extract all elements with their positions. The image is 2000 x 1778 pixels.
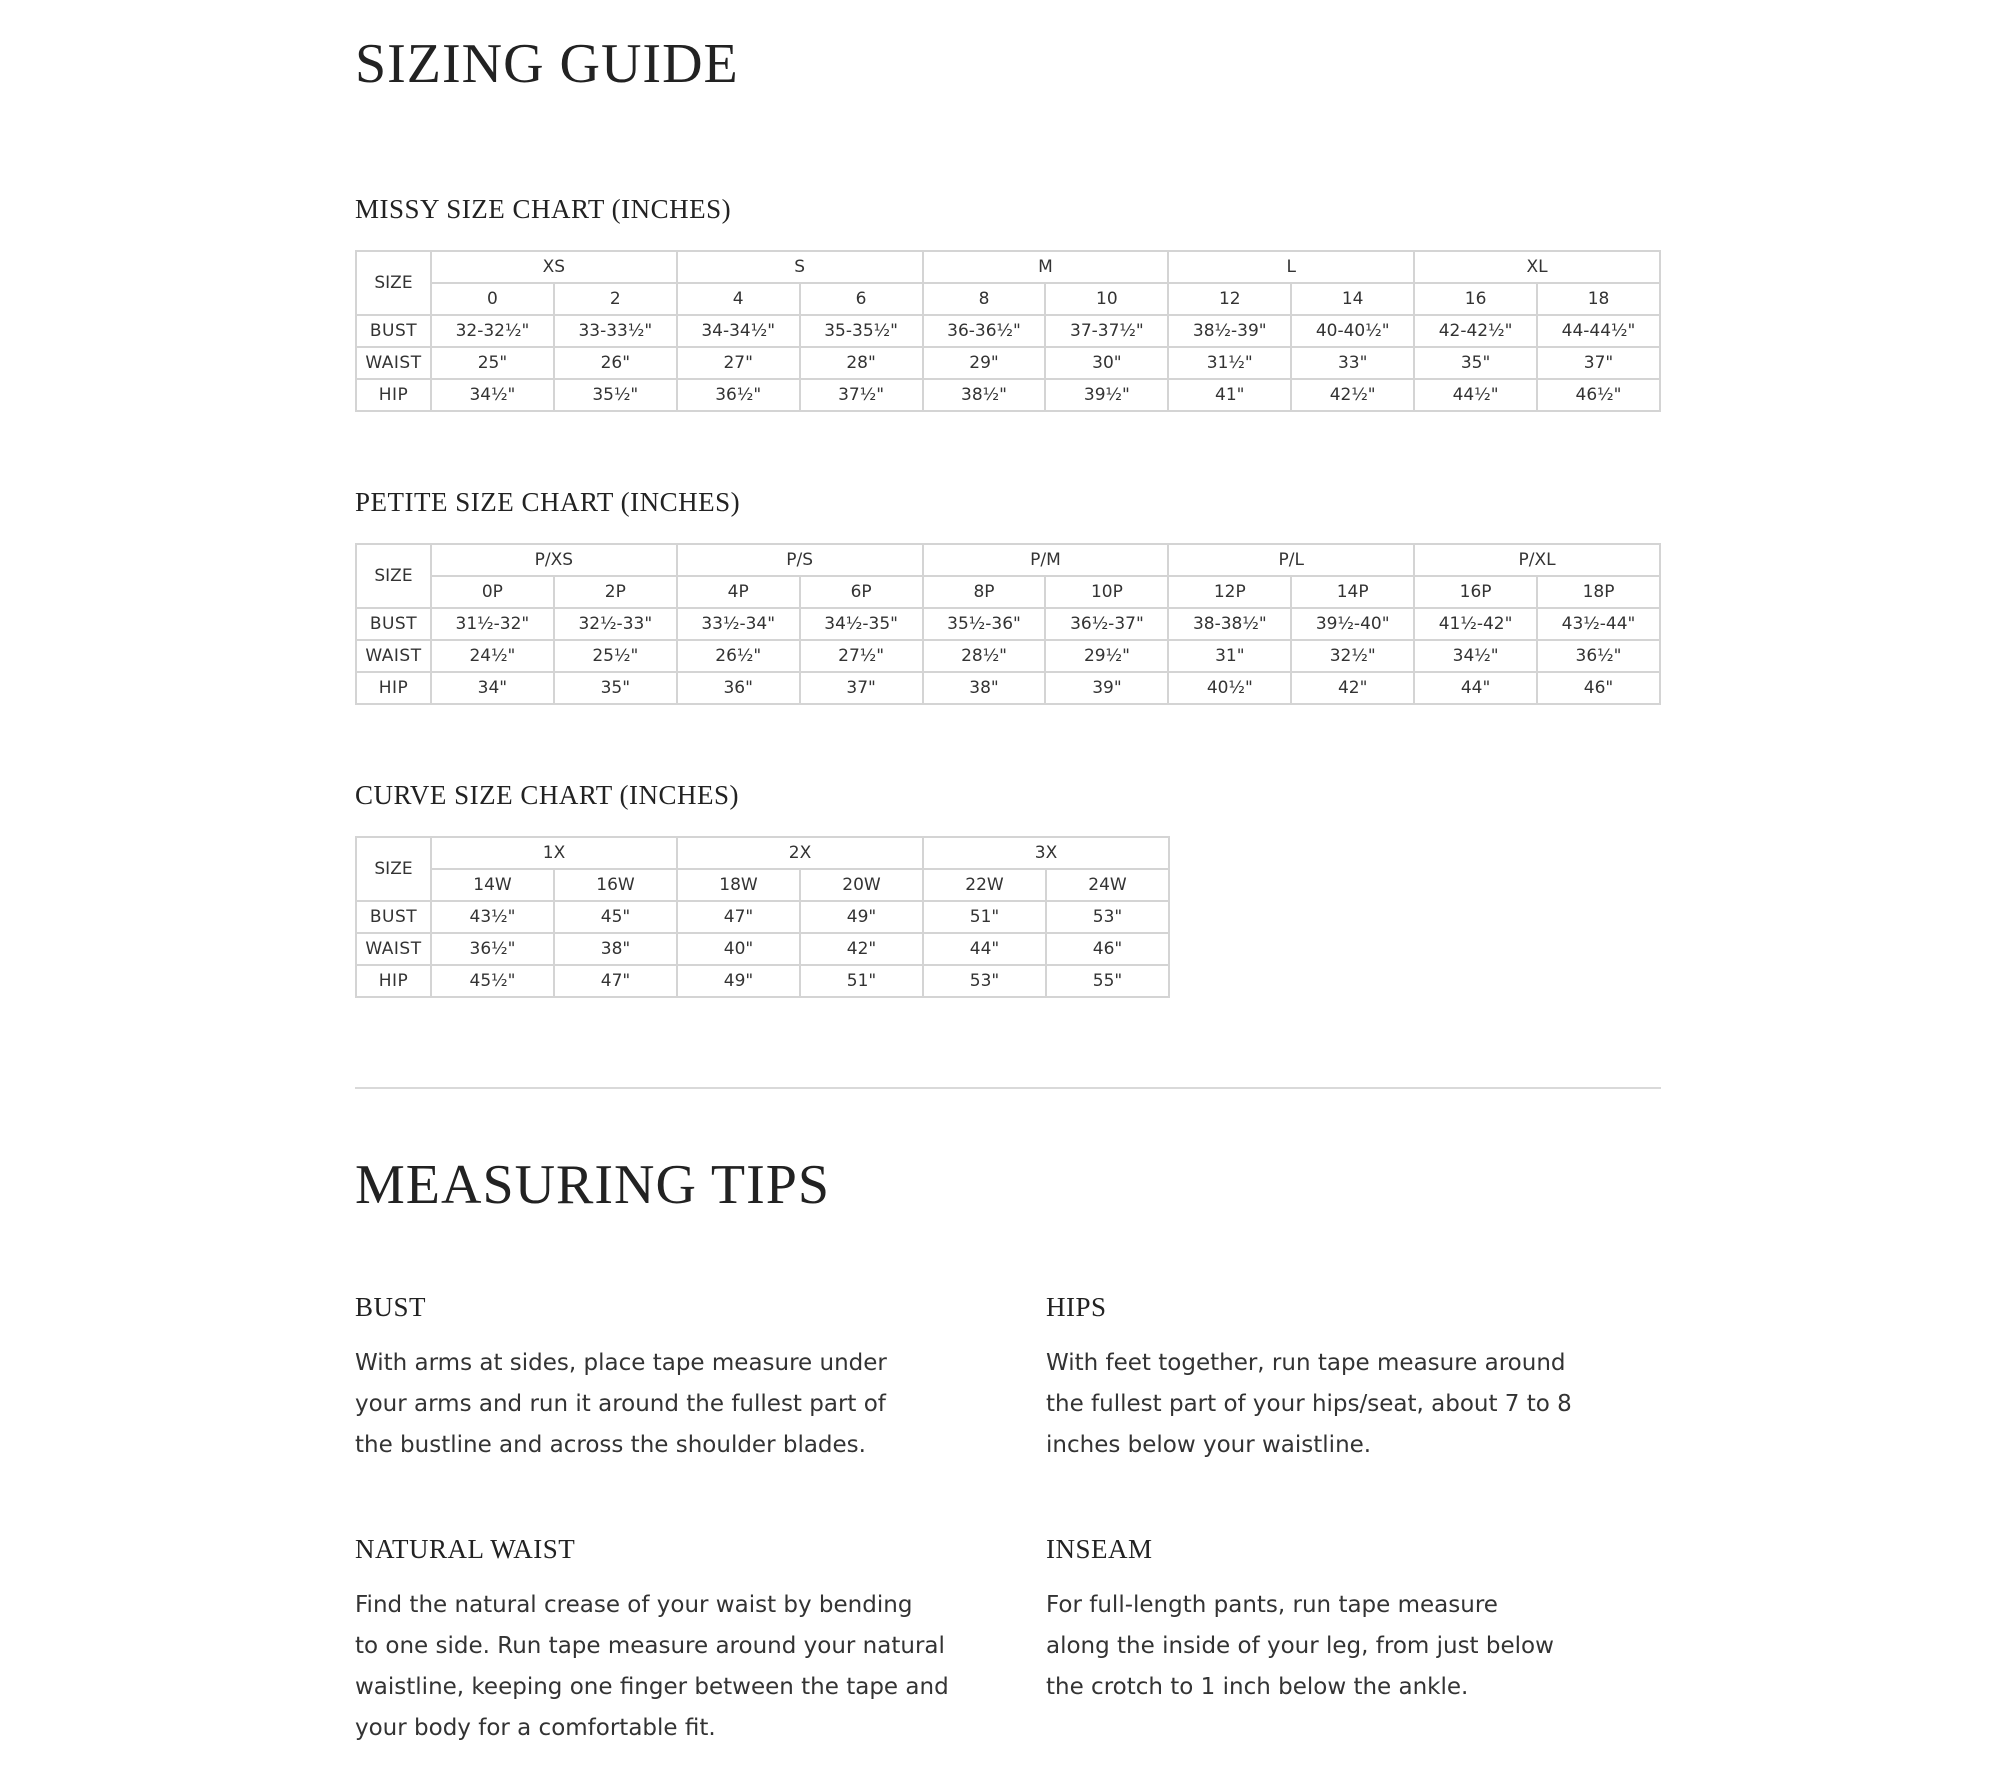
row-label: HIP — [356, 965, 431, 997]
size-number-header: 22W — [923, 869, 1046, 901]
measurement-cell: 31½" — [1168, 347, 1291, 379]
tip-line: inches below your waistline. — [1046, 1432, 1372, 1458]
measurement-cell: 34-34½" — [677, 315, 800, 347]
size-group-header: P/XS — [431, 544, 677, 576]
size-number-header: 16W — [554, 869, 677, 901]
size-header: SIZE — [356, 837, 431, 901]
tip-line: your body for a comfortable fit. — [355, 1715, 716, 1741]
size-group-header: P/S — [677, 544, 923, 576]
table-row — [356, 347, 1660, 379]
size-header: SIZE — [356, 544, 431, 608]
measurement-cell: 55" — [1046, 965, 1169, 997]
tip-inseam — [1046, 1534, 1646, 1708]
page-title: SIZING GUIDE — [355, 33, 739, 95]
tip-line: the bustline and across the shoulder blades. — [355, 1432, 866, 1458]
size-number-header: 0P — [431, 576, 554, 608]
table-row — [356, 933, 1169, 965]
measurement-cell: 49" — [677, 965, 800, 997]
measurement-cell: 46½" — [1537, 379, 1660, 411]
measurement-cell: 36½" — [677, 379, 800, 411]
row-label: WAIST — [356, 347, 431, 379]
row-label: BUST — [356, 608, 431, 640]
measurement-cell: 53" — [1046, 901, 1169, 933]
measurement-cell: 33-33½" — [554, 315, 677, 347]
size-number-header: 14P — [1291, 576, 1414, 608]
measuring-tips-title: MEASURING TIPS — [355, 1154, 831, 1216]
size-group-header: 2X — [677, 837, 923, 869]
size-number-header: 2 — [554, 283, 677, 315]
table-row — [356, 315, 1660, 347]
measurement-cell: 35" — [1414, 347, 1537, 379]
curve-size-table — [355, 836, 1170, 998]
measurement-cell: 34" — [431, 672, 554, 704]
size-number-header: 18 — [1537, 283, 1660, 315]
tip-text — [1046, 1585, 1646, 1708]
measurement-cell: 35½-36" — [923, 608, 1046, 640]
measurement-cell: 43½-44" — [1537, 608, 1660, 640]
measurement-cell: 42½" — [1291, 379, 1414, 411]
table-row — [356, 901, 1169, 933]
size-group-header: P/L — [1168, 544, 1414, 576]
section-divider — [355, 1087, 1661, 1089]
measurement-cell: 39" — [1045, 672, 1168, 704]
size-group-header: XL — [1414, 251, 1660, 283]
measurement-cell: 37" — [1537, 347, 1660, 379]
size-number-header: 6P — [800, 576, 923, 608]
measurement-cell: 46" — [1046, 933, 1169, 965]
measurement-cell: 44½" — [1414, 379, 1537, 411]
measurement-cell: 51" — [923, 901, 1046, 933]
size-number-header: 12P — [1168, 576, 1291, 608]
measurement-cell: 39½-40" — [1291, 608, 1414, 640]
measurement-cell: 37½" — [800, 379, 923, 411]
measurement-cell: 44" — [923, 933, 1046, 965]
measurement-cell: 38" — [554, 933, 677, 965]
size-group-row — [356, 544, 1660, 576]
measurement-cell: 42" — [800, 933, 923, 965]
size-number-header: 8 — [923, 283, 1046, 315]
size-number-header: 24W — [1046, 869, 1169, 901]
tip-line: For full-length pants, run tape measure — [1046, 1592, 1498, 1618]
size-number-header: 6 — [800, 283, 923, 315]
measurement-cell: 36½" — [1537, 640, 1660, 672]
size-group-header: 3X — [923, 837, 1169, 869]
size-group-header: L — [1168, 251, 1414, 283]
row-label: BUST — [356, 315, 431, 347]
measurement-cell: 26½" — [677, 640, 800, 672]
measurement-cell: 42" — [1291, 672, 1414, 704]
tip-line: your arms and run it around the fullest part of — [355, 1391, 886, 1417]
measurement-cell: 38-38½" — [1168, 608, 1291, 640]
measurement-cell: 44-44½" — [1537, 315, 1660, 347]
tip-text — [355, 1343, 955, 1466]
size-number-header: 18P — [1537, 576, 1660, 608]
measurement-cell: 29½" — [1045, 640, 1168, 672]
size-number-row — [356, 576, 1660, 608]
measurement-cell: 46" — [1537, 672, 1660, 704]
measurement-cell: 30" — [1045, 347, 1168, 379]
tip-heading: INSEAM — [1046, 1534, 1153, 1564]
measurement-cell: 35" — [554, 672, 677, 704]
measurement-cell: 35-35½" — [800, 315, 923, 347]
tip-line: waistline, keeping one finger between the tape and — [355, 1674, 949, 1700]
measurement-cell: 33" — [1291, 347, 1414, 379]
size-number-header: 0 — [431, 283, 554, 315]
measurement-cell: 36½-37" — [1045, 608, 1168, 640]
tip-text — [1046, 1343, 1646, 1466]
measurement-cell: 47" — [677, 901, 800, 933]
table-row — [356, 965, 1169, 997]
measurement-cell: 32½" — [1291, 640, 1414, 672]
size-number-header: 18W — [677, 869, 800, 901]
measurement-cell: 38½" — [923, 379, 1046, 411]
tip-text — [355, 1585, 955, 1749]
measurement-cell: 28½" — [923, 640, 1046, 672]
measurement-cell: 28" — [800, 347, 923, 379]
measurement-cell: 29" — [923, 347, 1046, 379]
measurement-cell: 40-40½" — [1291, 315, 1414, 347]
measurement-cell: 32½-33" — [554, 608, 677, 640]
measurement-cell: 38" — [923, 672, 1046, 704]
size-number-header: 2P — [554, 576, 677, 608]
measurement-cell: 34½" — [1414, 640, 1537, 672]
size-number-header: 8P — [923, 576, 1046, 608]
size-number-header: 14 — [1291, 283, 1414, 315]
petite-chart-title: PETITE SIZE CHART (INCHES) — [355, 487, 741, 517]
size-number-row — [356, 869, 1169, 901]
tip-line: along the inside of your leg, from just below — [1046, 1633, 1554, 1659]
size-group-header: P/M — [923, 544, 1169, 576]
size-group-header: 1X — [431, 837, 677, 869]
measurement-cell: 38½-39" — [1168, 315, 1291, 347]
tip-line: to one side. Run tape measure around your natural — [355, 1633, 945, 1659]
measurement-cell: 44" — [1414, 672, 1537, 704]
measurement-cell: 43½" — [431, 901, 554, 933]
size-group-header: XS — [431, 251, 677, 283]
measurement-cell: 39½" — [1045, 379, 1168, 411]
measurement-cell: 31" — [1168, 640, 1291, 672]
size-header: SIZE — [356, 251, 431, 315]
measurement-cell: 53" — [923, 965, 1046, 997]
size-number-header: 4 — [677, 283, 800, 315]
tip-bust — [355, 1292, 955, 1466]
measurement-cell: 49" — [800, 901, 923, 933]
measurement-cell: 40" — [677, 933, 800, 965]
table-row — [356, 672, 1660, 704]
curve-chart-title: CURVE SIZE CHART (INCHES) — [355, 780, 739, 810]
table-row — [356, 608, 1660, 640]
measurement-cell: 41½-42" — [1414, 608, 1537, 640]
measurement-cell: 27½" — [800, 640, 923, 672]
size-number-header: 10P — [1045, 576, 1168, 608]
measurement-cell: 37-37½" — [1045, 315, 1168, 347]
row-label: WAIST — [356, 640, 431, 672]
tip-heading: NATURAL WAIST — [355, 1534, 576, 1564]
measurement-cell: 51" — [800, 965, 923, 997]
measurement-cell: 42-42½" — [1414, 315, 1537, 347]
row-label: WAIST — [356, 933, 431, 965]
tip-heading: BUST — [355, 1292, 427, 1322]
size-number-header: 16 — [1414, 283, 1537, 315]
tip-heading: HIPS — [1046, 1292, 1107, 1322]
measurement-cell: 45½" — [431, 965, 554, 997]
size-number-header: 12 — [1168, 283, 1291, 315]
table-row — [356, 640, 1660, 672]
measurement-cell: 25½" — [554, 640, 677, 672]
tip-line: With arms at sides, place tape measure under — [355, 1350, 887, 1376]
measurement-cell: 36" — [677, 672, 800, 704]
missy-size-table — [355, 250, 1661, 412]
measurement-cell: 47" — [554, 965, 677, 997]
measurement-cell: 35½" — [554, 379, 677, 411]
size-group-row — [356, 251, 1660, 283]
size-number-header: 20W — [800, 869, 923, 901]
measurement-cell: 37" — [800, 672, 923, 704]
missy-chart-title: MISSY SIZE CHART (INCHES) — [355, 194, 732, 224]
size-number-row — [356, 283, 1660, 315]
size-number-header: 10 — [1045, 283, 1168, 315]
measurement-cell: 32-32½" — [431, 315, 554, 347]
measurement-cell: 24½" — [431, 640, 554, 672]
tip-natural-waist — [355, 1534, 955, 1749]
size-group-header: S — [677, 251, 923, 283]
measurement-cell: 36½" — [431, 933, 554, 965]
row-label: BUST — [356, 901, 431, 933]
tip-line: the crotch to 1 inch below the ankle. — [1046, 1674, 1469, 1700]
measurement-cell: 34½-35" — [800, 608, 923, 640]
measurement-cell: 33½-34" — [677, 608, 800, 640]
row-label: HIP — [356, 379, 431, 411]
measurement-cell: 26" — [554, 347, 677, 379]
size-number-header: 4P — [677, 576, 800, 608]
measurement-cell: 40½" — [1168, 672, 1291, 704]
tip-line: Find the natural crease of your waist by bending — [355, 1592, 913, 1618]
tip-line: With feet together, run tape measure around — [1046, 1350, 1566, 1376]
tip-hips — [1046, 1292, 1646, 1466]
measurement-cell: 25" — [431, 347, 554, 379]
measurement-cell: 31½-32" — [431, 608, 554, 640]
measurement-cell: 45" — [554, 901, 677, 933]
tip-line: the fullest part of your hips/seat, about 7 to 8 — [1046, 1391, 1572, 1417]
size-group-header: P/XL — [1414, 544, 1660, 576]
size-number-header: 16P — [1414, 576, 1537, 608]
row-label: HIP — [356, 672, 431, 704]
table-row — [356, 379, 1660, 411]
measurement-cell: 36-36½" — [923, 315, 1046, 347]
size-group-header: M — [923, 251, 1169, 283]
measurement-cell: 41" — [1168, 379, 1291, 411]
size-number-header: 14W — [431, 869, 554, 901]
measurement-cell: 27" — [677, 347, 800, 379]
size-group-row — [356, 837, 1169, 869]
measurement-cell: 34½" — [431, 379, 554, 411]
petite-size-table — [355, 543, 1661, 705]
